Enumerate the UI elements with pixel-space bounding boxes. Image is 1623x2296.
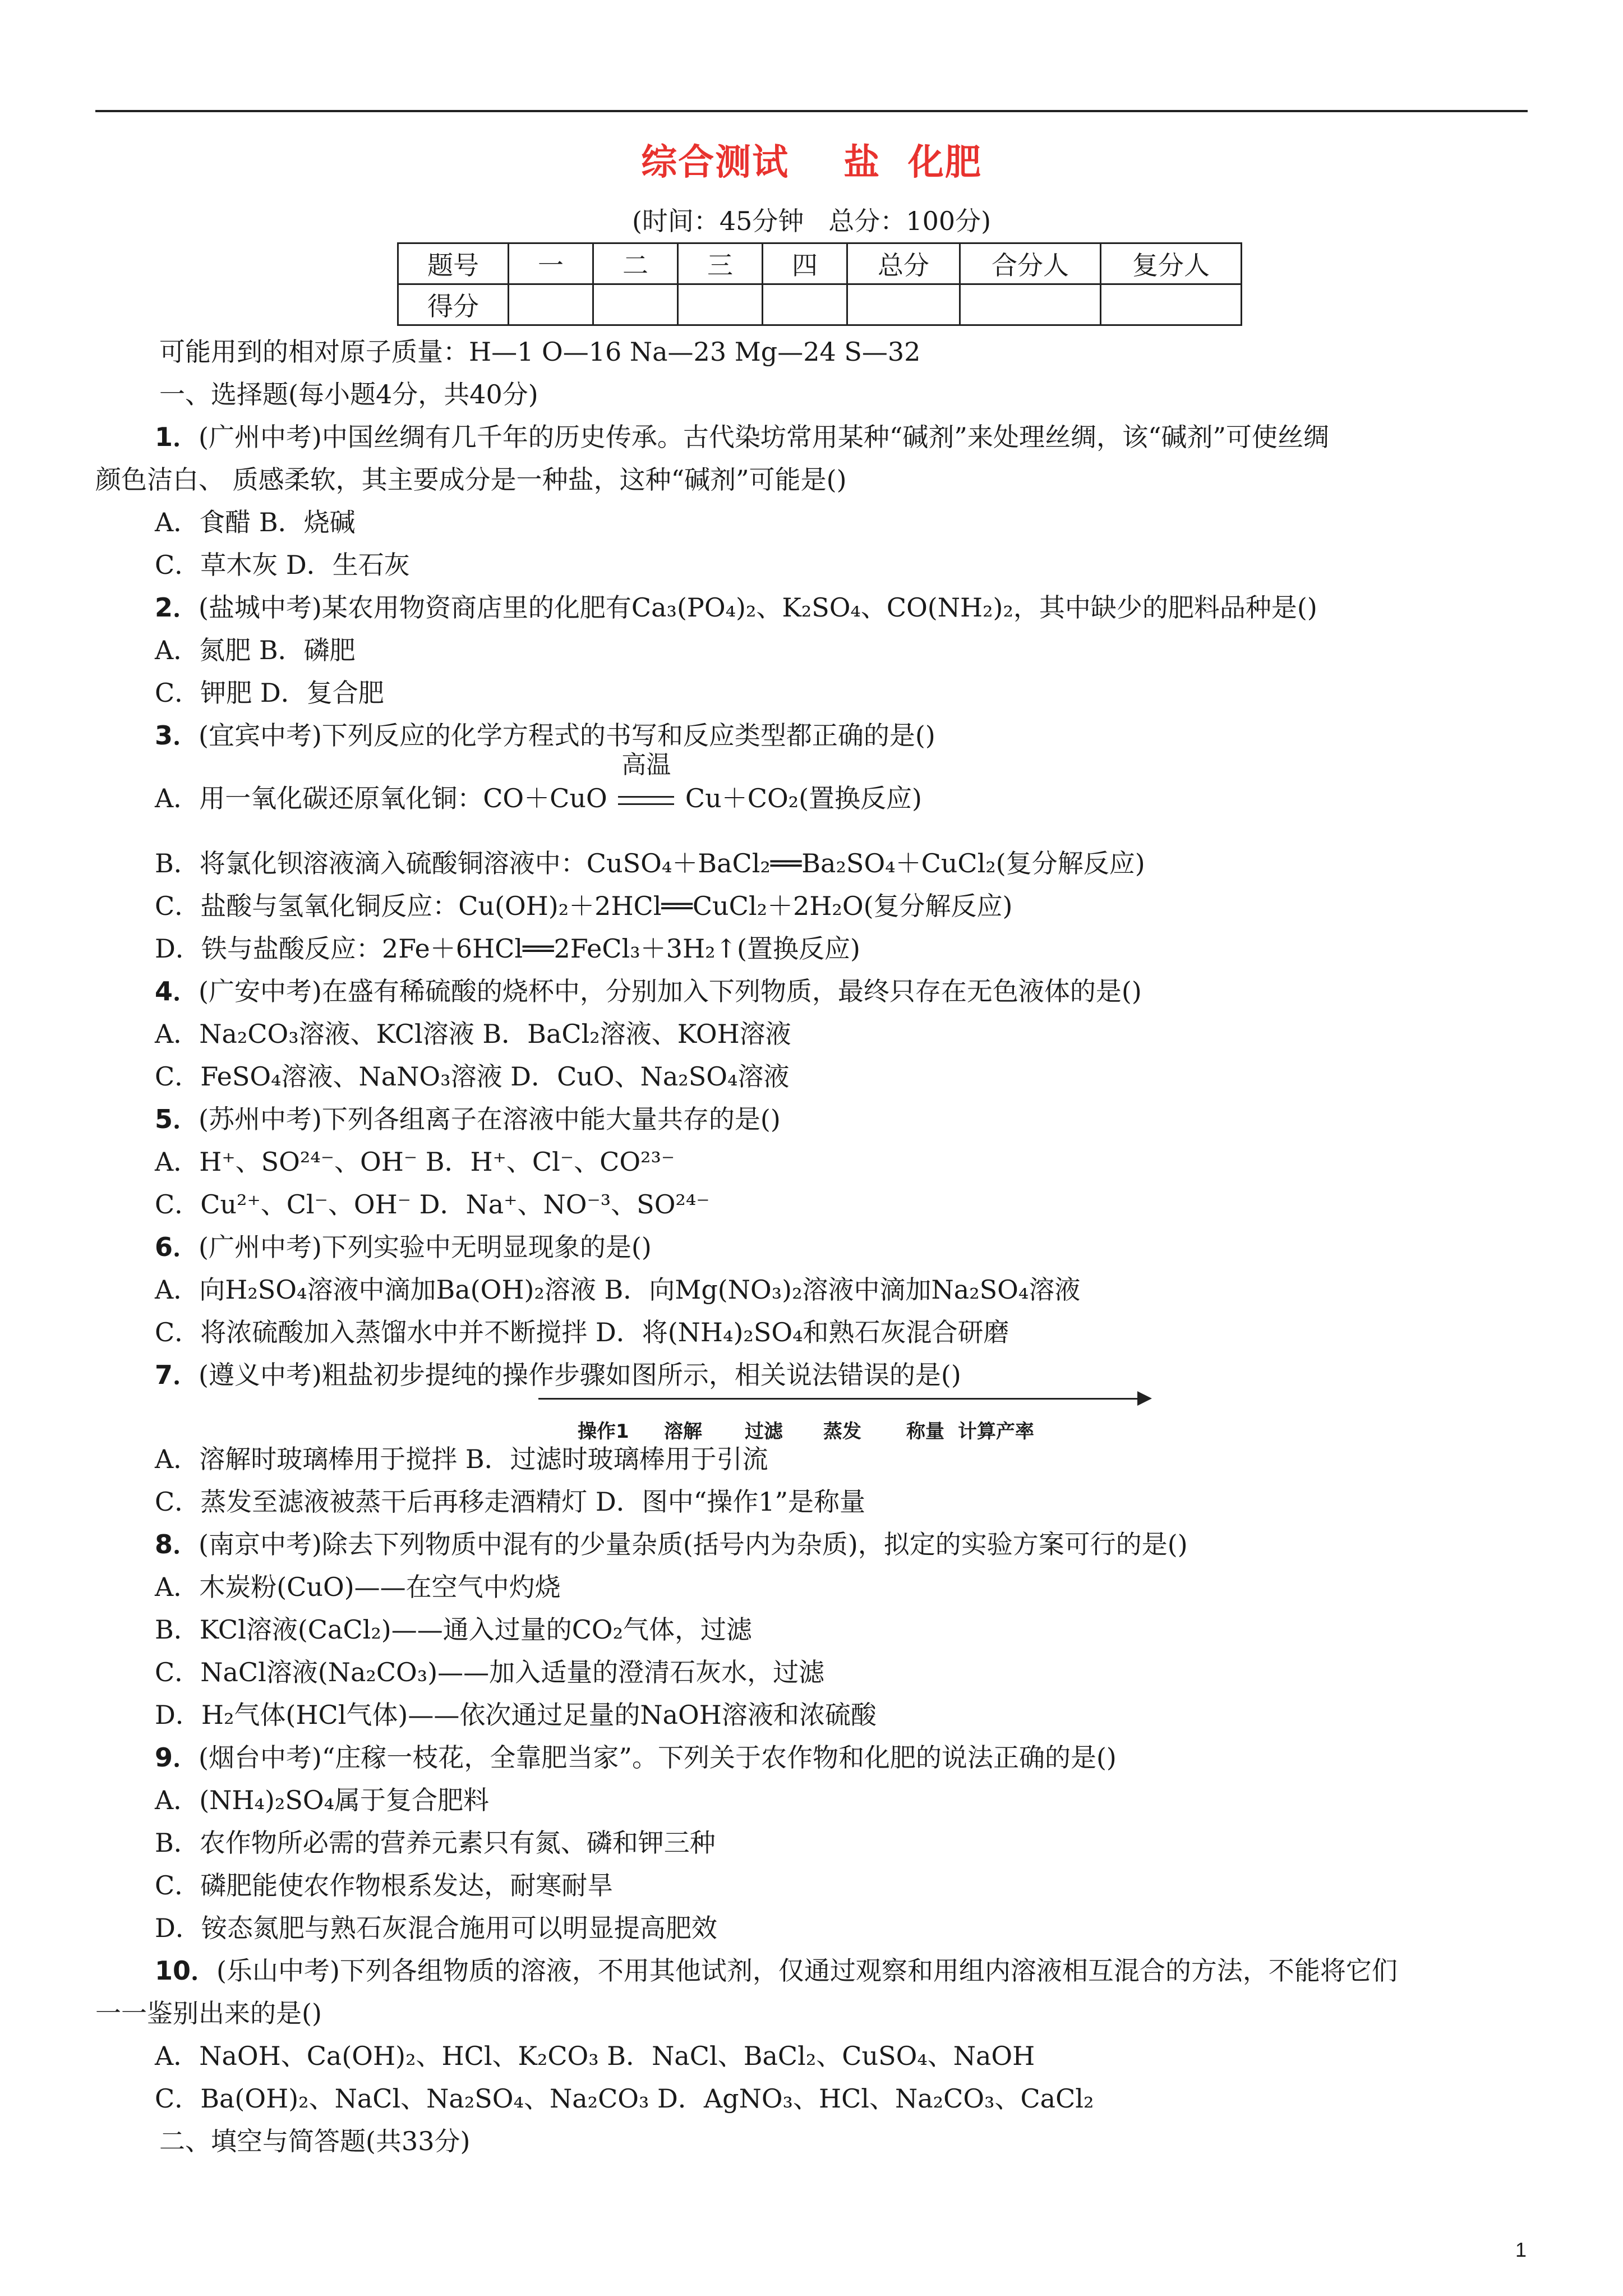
question-8-option-a: A．木炭粉(CuO)——在空气中灼烧 — [155, 1572, 561, 1602]
score-input-cell[interactable] — [847, 284, 960, 325]
section-2-heading: 二、填空与简答题(共33分) — [159, 2126, 471, 2156]
question-number: 10． — [155, 1955, 217, 1986]
score-table-score-row — [398, 284, 1242, 325]
score-header-cell: 四 — [763, 243, 847, 284]
flow-step: 蒸发 — [823, 1420, 861, 1443]
flow-step: 称量 — [906, 1420, 944, 1443]
condition-label: 高温 — [621, 751, 671, 779]
score-header-cell: 三 — [678, 243, 763, 284]
question-9-stem — [155, 1742, 1117, 1773]
score-table — [397, 242, 1242, 326]
question-number: 7． — [155, 1360, 199, 1390]
score-input-cell[interactable] — [593, 284, 678, 325]
question-number: 1． — [155, 422, 199, 452]
page-number: 1 — [1515, 2238, 1527, 2261]
score-header-cell: 总分 — [847, 243, 960, 284]
question-2-options-cd: C．钾肥 D．复合肥 — [155, 678, 384, 708]
flow-step: 溶解 — [664, 1420, 702, 1443]
question-9-option-c: C．磷肥能使农作物根系发达，耐寒耐旱 — [155, 1870, 614, 1901]
question-text: (遵义中考)粗盐初步提纯的操作步骤如图所示，相关说法错误的是() — [199, 1360, 961, 1390]
question-6-stem — [155, 1234, 652, 1260]
question-9-option-d: D．铵态氮肥与熟石灰混合施用可以明显提高肥效 — [155, 1913, 717, 1943]
top-rule — [95, 110, 1528, 112]
question-number: 4． — [155, 976, 199, 1006]
question-9-option-a: A．(NH₄)₂SO₄属于复合肥料 — [155, 1785, 490, 1815]
question-8-option-c: C．NaCl溶液(Na₂CO₃)——加入适量的澄清石灰水，过滤 — [155, 1657, 825, 1687]
question-4-options-cd: C．FeSO₄溶液、NaNO₃溶液 D．CuO、Na₂SO₄溶液 — [155, 1061, 790, 1092]
reaction-condition — [615, 751, 677, 811]
question-3-stem — [155, 720, 935, 751]
question-3-option-c: C．盐酸与氢氧化铜反应：Cu(OH)₂＋2HCl══CuCl₂＋2H₂O(复分解反应) — [155, 891, 1013, 921]
score-header-cell: 题号 — [398, 243, 509, 284]
question-1-line-1 — [155, 424, 1329, 450]
question-text: (烟台中考)“庄稼一枝花，全靠肥当家”。下列关于农作物和化肥的说法正确的是() — [199, 1742, 1117, 1773]
question-8-stem — [155, 1531, 1188, 1557]
score-input-cell[interactable] — [678, 284, 763, 325]
flow-step: 操作1 — [578, 1420, 629, 1443]
flow-step: 过滤 — [745, 1420, 783, 1443]
question-3-option-a — [155, 751, 922, 813]
question-10-options-cd: C．Ba(OH)₂、NaCl、Na₂SO₄、Na₂CO₃ D．AgNO₃、HCl、Na₂CO₃、CaCl₂ — [155, 2083, 1094, 2114]
question-number: 6． — [155, 1232, 199, 1262]
question-number: 9． — [155, 1742, 199, 1773]
question-number: 8． — [155, 1529, 199, 1559]
score-header-cell: 复分人 — [1101, 243, 1242, 284]
question-9-option-b: B．农作物所必需的营养元素只有氮、磷和钾三种 — [155, 1828, 716, 1858]
question-number: 3． — [155, 720, 199, 751]
score-input-cell[interactable] — [1101, 284, 1242, 325]
question-text: (苏州中考)下列各组离子在溶液中能大量共存的是() — [199, 1104, 781, 1134]
question-text: (乐山中考)下列各组物质的溶液，不用其他试剂，仅通过观察和用组内溶液相互混合的方法，不能将它们 — [216, 1955, 1398, 1986]
question-text: (盐城中考)某农用物资商店里的化肥有Ca₃(PO₄)₂、K₂SO₄、CO(NH₂)₂，其中缺少的肥料品种是() — [199, 592, 1317, 623]
question-8-option-d: D．H₂气体(HCl气体)——依次通过足量的NaOH溶液和浓硫酸 — [155, 1700, 877, 1730]
question-7-options-ab: A．溶解时玻璃棒用于搅拌 B．过滤时玻璃棒用于引流 — [155, 1444, 768, 1474]
question-10-options-ab: A．NaOH、Ca(OH)₂、HCl、K₂CO₃ B．NaCl、BaCl₂、CuSO₄、NaOH — [155, 2041, 1035, 2071]
question-3-option-b: B．将氯化钡溶液滴入硫酸铜溶液中：CuSO₄＋BaCl₂══Ba₂SO₄＋CuCl₂(复分解反应) — [155, 848, 1145, 878]
score-header-cell: 一 — [509, 243, 593, 284]
flow-arrow-line — [538, 1398, 1138, 1400]
equals-sign — [618, 796, 674, 805]
question-7-options-cd: C．蒸发至滤液被蒸干后再移走酒精灯 D．图中“操作1”是称量 — [155, 1487, 865, 1517]
question-5-options-cd: C．Cu²⁺、Cl⁻、OH⁻ D．Na⁺、NO⁻³、SO²⁴⁻ — [155, 1189, 710, 1220]
question-text: (宜宾中考)下列反应的化学方程式的书写和反应类型都正确的是() — [199, 720, 935, 751]
section-1-heading: 一、选择题(每小题4分，共40分) — [159, 379, 538, 409]
exam-meta: (时间：45分钟 总分：100分) — [631, 206, 992, 236]
question-text: (广安中考)在盛有稀硫酸的烧杯中，分别加入下列物质，最终只存在无色液体的是() — [199, 976, 1142, 1006]
question-number: 5． — [155, 1104, 199, 1134]
question-number: 2． — [155, 592, 199, 623]
question-2-stem — [155, 592, 1317, 623]
question-5-stem — [155, 1106, 781, 1132]
score-header-cell: 二 — [593, 243, 678, 284]
score-header-cell: 合分人 — [960, 243, 1101, 284]
question-7-stem — [155, 1362, 961, 1388]
score-input-cell[interactable] — [509, 284, 593, 325]
score-input-cell[interactable] — [960, 284, 1101, 325]
question-5-options-ab: A．H⁺、SO²⁴⁻、OH⁻ B．H⁺、Cl⁻、CO²³⁻ — [155, 1147, 675, 1177]
option-a-left: A．用一氧化碳还原氧化铜：CO＋CuO — [155, 783, 607, 813]
question-8-option-b: B．KCl溶液(CaCl₂)——通入过量的CO₂气体，过滤 — [155, 1614, 753, 1645]
score-table-header-row — [398, 243, 1242, 284]
question-10-line-1 — [155, 1955, 1398, 1986]
page-title: 综合测试 盐 化肥 — [641, 141, 982, 183]
question-text: (广州中考)下列实验中无明显现象的是() — [199, 1232, 652, 1262]
question-1-options-ab: A．食醋 B．烧碱 — [155, 507, 356, 537]
score-row-label: 得分 — [398, 284, 509, 325]
option-a-right: Cu＋CO₂(置换反应) — [685, 783, 922, 813]
atomic-mass-note: 可能用到的相对原子质量：H—1 O—16 Na—23 Mg—24 S—32 — [159, 337, 921, 367]
question-4-stem — [155, 978, 1142, 1004]
question-text: (广州中考)中国丝绸有几千年的历史传承。古代染坊常用某种“碱剂”来处理丝绸，该“碱剂”可使丝绸 — [199, 422, 1329, 452]
question-1-options-cd: C．草木灰 D．生石灰 — [155, 550, 410, 580]
question-1-line-2: 颜色洁白、 质感柔软，其主要成分是一种盐，这种“碱剂”可能是() — [95, 464, 847, 495]
question-6-options-ab: A．向H₂SO₄溶液中滴加Ba(OH)₂溶液 B．向Mg(NO₃)₂溶液中滴加Na₂SO₄溶液 — [155, 1274, 1081, 1305]
question-4-options-ab: A．Na₂CO₃溶液、KCl溶液 B．BaCl₂溶液、KOH溶液 — [155, 1019, 791, 1049]
question-10-line-2: 一一鉴别出来的是() — [95, 1998, 322, 2028]
score-input-cell[interactable] — [763, 284, 847, 325]
question-3-option-d: D．铁与盐酸反应：2Fe＋6HCl══2FeCl₃＋3H₂↑(置换反应) — [155, 933, 860, 964]
arrow-right-icon — [1137, 1391, 1152, 1406]
flow-step: 计算产率 — [958, 1420, 1034, 1443]
question-text: (南京中考)除去下列物质中混有的少量杂质(括号内为杂质)，拟定的实验方案可行的是() — [199, 1529, 1188, 1559]
question-6-options-cd: C．将浓硫酸加入蒸馏水中并不断搅拌 D．将(NH₄)₂SO₄和熟石灰混合研磨 — [155, 1317, 1009, 1347]
question-2-options-ab: A．氮肥 B．磷肥 — [155, 635, 356, 665]
